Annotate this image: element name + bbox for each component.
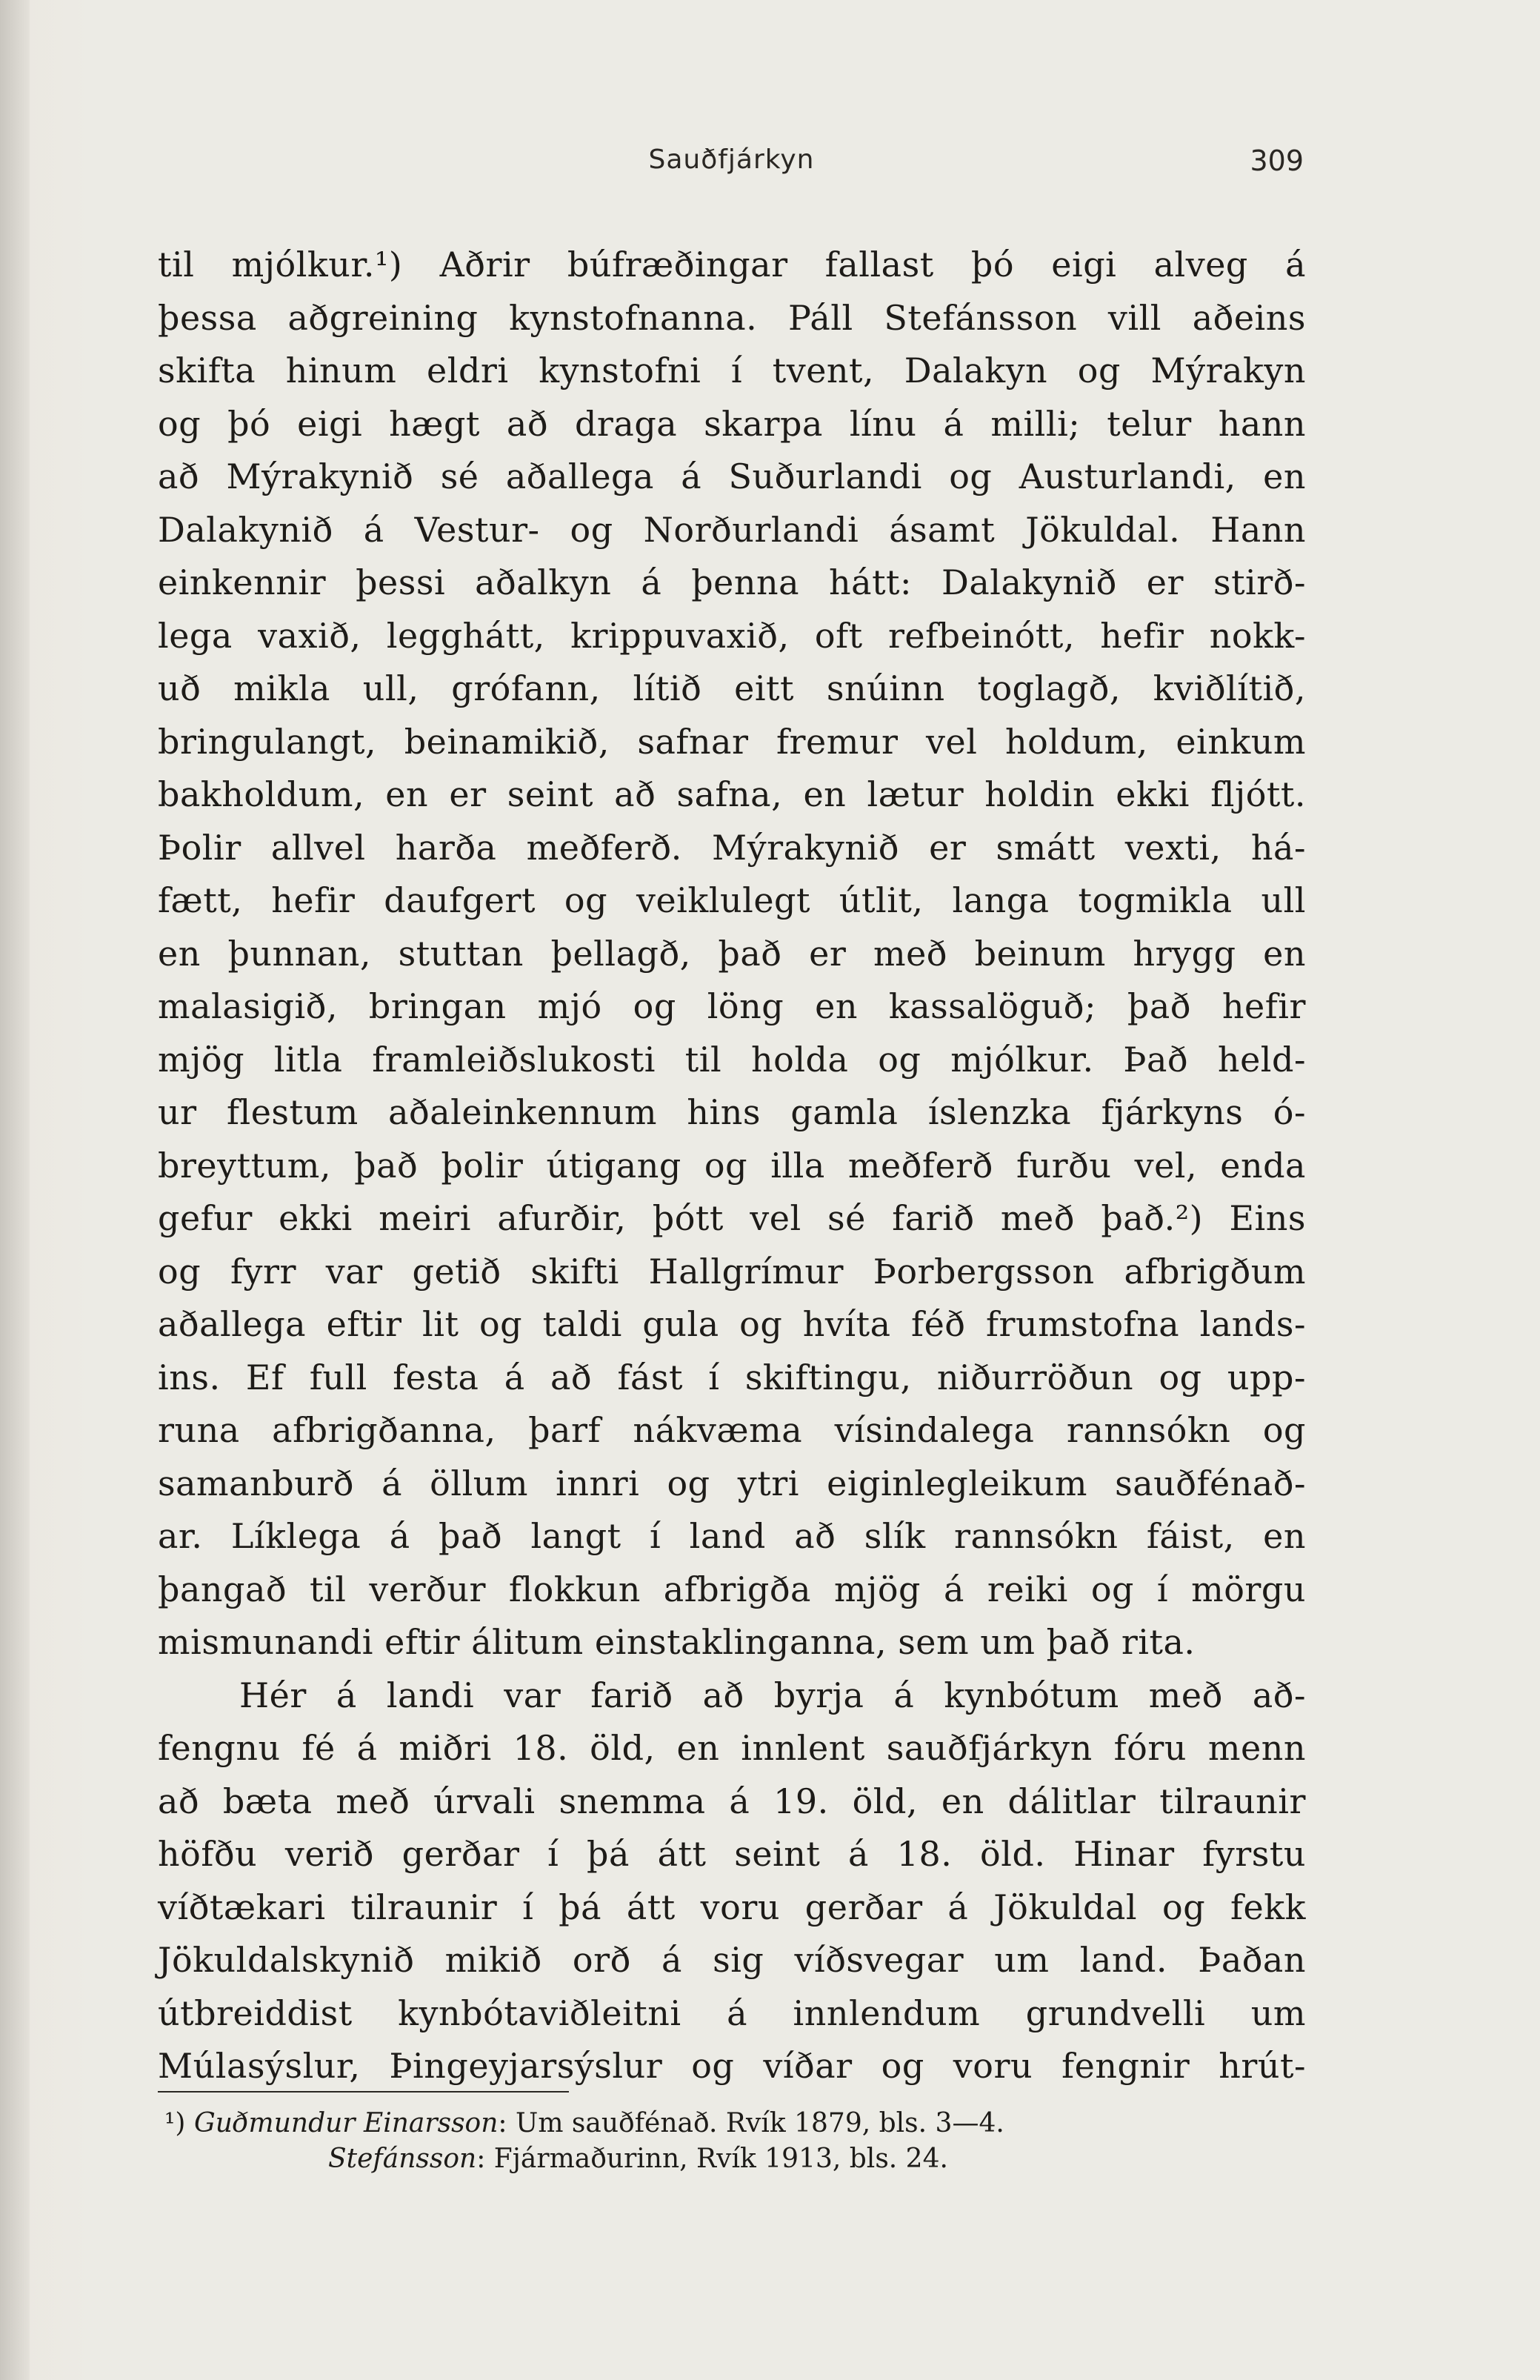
text-line: lega vaxið, legghátt, krippuvaxið, oft refbeinótt, hefir nokk- <box>158 615 1306 656</box>
body-text <box>158 239 1306 2093</box>
text-line: bringulangt, beinamikið, safnar fremur vel holdum, einkum <box>158 721 1306 762</box>
text-line: Hér á landi var farið að byrja á kynbótum með að- <box>239 1675 1306 1715</box>
text-line: Dalakynið á Vestur- og Norðurlandi ásamt Jökuldal. Hann <box>158 509 1306 550</box>
text-line: Þolir allvel harða meðferð. Mýrakynið er smátt vexti, há- <box>158 827 1306 868</box>
text-line: bakholdum, en er seint að safna, en lætur holdin ekki fljótt. <box>158 774 1306 814</box>
footnote-2 <box>164 2141 1313 2177</box>
text-line: aðallega eftir lit og taldi gula og hvíta féð frumstofna lands- <box>158 1304 1306 1344</box>
text-line: og fyrr var getið skifti Hallgrímur Þorbergsson afbrigðum <box>158 1251 1306 1292</box>
text-line: fætt, hefir daufgert og veiklulegt útlit, langa togmikla ull <box>158 880 1306 920</box>
page-binding-edge <box>0 0 30 2380</box>
page-number: 309 <box>1250 144 1304 177</box>
text-line: höfðu verið gerðar í þá átt seint á 18. öld. Hinar fyrstu <box>158 1834 1306 1874</box>
text-line: og þó eigi hægt að draga skarpa línu á milli; telur hann <box>158 403 1306 444</box>
footnotes <box>164 2106 1313 2177</box>
text-line: malasigið, bringan mjó og löng en kassalöguð; það hefir <box>158 986 1306 1026</box>
text-line: víðtækari tilraunir í þá átt voru gerðar á Jökuldal og fekk <box>158 1887 1306 1927</box>
text-line: þangað til verður flokkun afbrigða mjög á reiki og í mörgu <box>158 1569 1306 1609</box>
running-head: Sauðfjárkyn <box>648 144 815 175</box>
text-line: skifta hinum eldri kynstofni í tvent, Dalakyn og Mýrakyn <box>158 350 1306 390</box>
footnote-2-text: : Fjármaðurinn, Rvík 1913, bls. 24. <box>476 2144 948 2174</box>
footnote-1-author: Guðmundur Einarsson <box>193 2108 499 2138</box>
text-line: uð mikla ull, grófann, lítið eitt snúinn toglagð, kviðlítið, <box>158 668 1306 708</box>
footnote-rule <box>158 2091 569 2093</box>
page-header <box>159 144 1304 189</box>
footnote-1-mark: ¹) <box>164 2108 186 2138</box>
text-line: ar. Líklega á það langt í land að slík rannsókn fáist, en <box>158 1516 1306 1556</box>
text-line: runa afbrigðanna, þarf nákvæma vísindalega rannsókn og <box>158 1410 1306 1450</box>
text-line: til mjólkur.¹) Aðrir búfræðingar fallast þó eigi alveg á <box>158 245 1306 285</box>
text-line: mismunandi eftir álitum einstaklinganna, sem um það rita. <box>158 1622 1196 1662</box>
text-line: fengnu fé á miðri 18. öld, en innlent sauðfjárkyn fóru menn <box>158 1728 1306 1768</box>
text-line: mjög litla framleiðslukosti til holda og mjólkur. Það held- <box>158 1039 1306 1080</box>
text-line: ins. Ef full festa á að fást í skiftingu, niðurröðun og upp- <box>158 1357 1306 1397</box>
text-line: samanburð á öllum innri og ytri eiginlegleikum sauðfénað- <box>158 1463 1306 1503</box>
text-line: einkennir þessi aðalkyn á þenna hátt: Dalakynið er stirð- <box>158 562 1306 602</box>
footnote-2-author: Stefánsson <box>328 2144 477 2174</box>
footnote-1-text: : Um sauðfénað. Rvík 1879, bls. 3—4. <box>498 2108 1004 2138</box>
text-line: að bæta með úrvali snemma á 19. öld, en dálitlar tilraunir <box>158 1781 1306 1821</box>
footnote-1 <box>164 2106 1313 2141</box>
text-line: ur flestum aðaleinkennum hins gamla íslenzka fjárkyns ó- <box>158 1092 1306 1132</box>
text-line: breyttum, það þolir útigang og illa meðferð furðu vel, enda <box>158 1145 1306 1186</box>
text-line: en þunnan, stuttan þellagð, það er með beinum hrygg en <box>158 933 1306 974</box>
text-line: útbreiddist kynbótaviðleitni á innlendum grundvelli um <box>158 1992 1306 2033</box>
text-line: Múlasýslur, Þingeyjarsýslur og víðar og voru fengnir hrút- <box>158 2046 1306 2086</box>
text-line: Jökuldalskynið mikið orð á sig víðsvegar um land. Þaðan <box>158 1940 1306 1980</box>
text-line: að Mýrakynið sé aðallega á Suðurlandi og Austurlandi, en <box>158 456 1306 496</box>
text-line: gefur ekki meiri afurðir, þótt vel sé farið með það.²) Eins <box>158 1198 1306 1238</box>
text-line: þessa aðgreining kynstofnanna. Páll Stefánsson vill aðeins <box>158 297 1306 338</box>
